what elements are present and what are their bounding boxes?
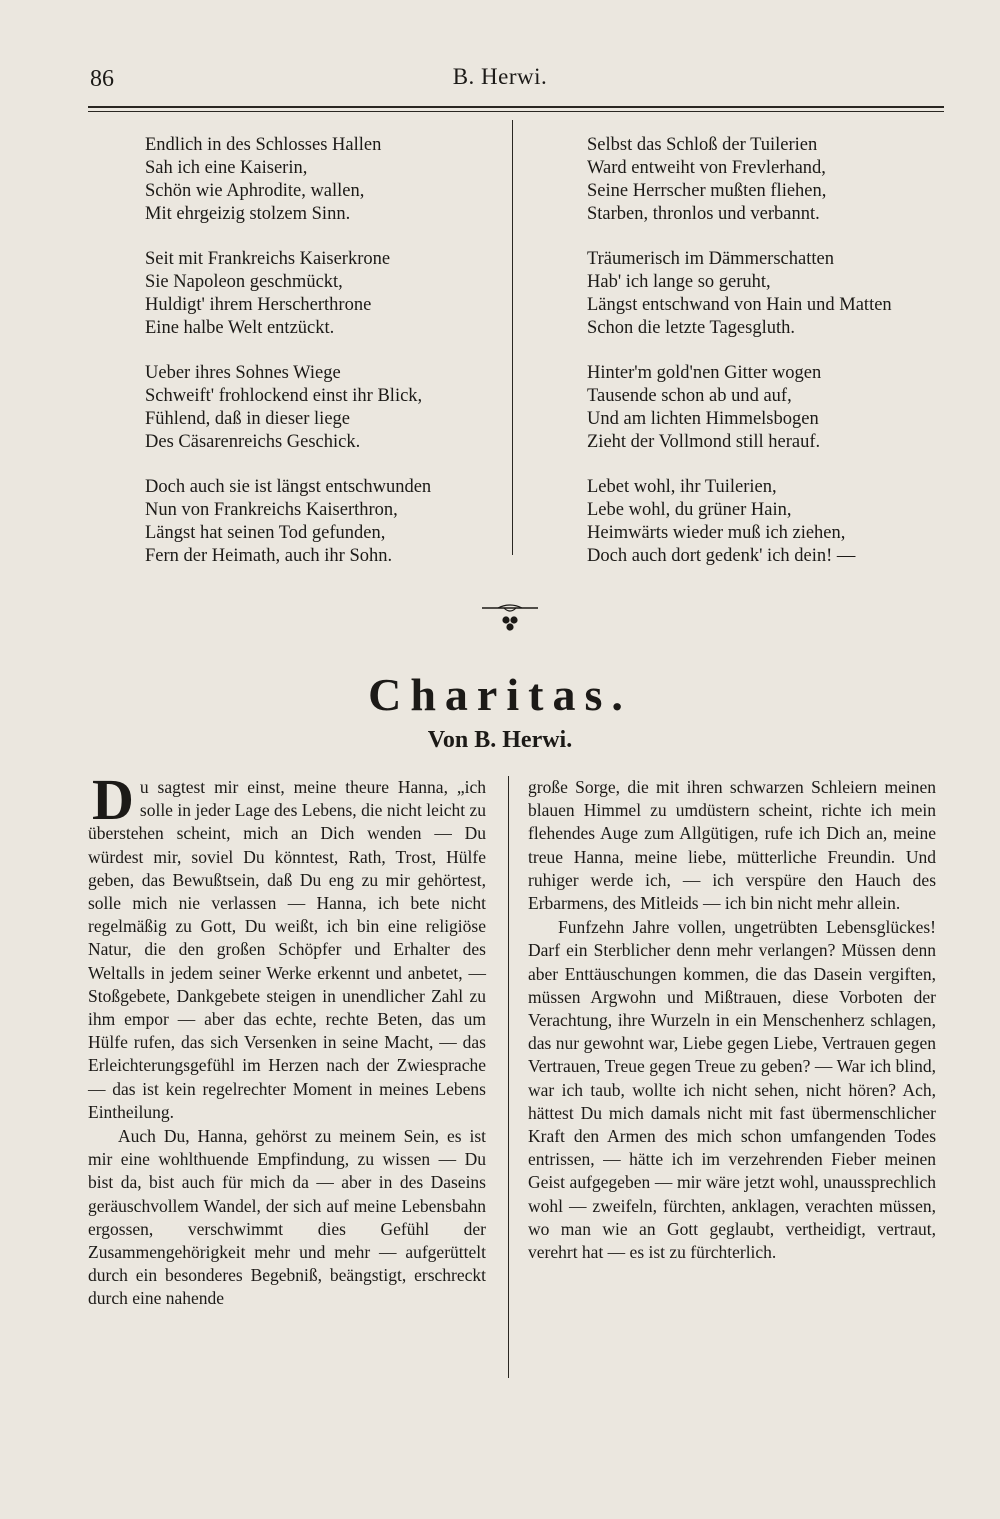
verse-line: Schön wie Aphrodite, wallen, bbox=[145, 181, 365, 201]
verse-line: Hab' ich lange so geruht, bbox=[587, 272, 771, 292]
verse-line: Träumerisch im Dämmerschatten bbox=[587, 249, 834, 269]
paragraph: Funfzehn Jahre vollen, ungetrübten Lebensglückes! Darf ein Sterblicher denn mehr verlangen? Müssen denn aber Enttäuschungen kommen, die das Dasein vergiften, müssen Argwohn und Mißtrauen, diese Vorboten der Verachtung, ihre Wurzeln in ein Menschenherz schlagen, das nur gewohnt war, Liebe gegen Liebe, Vertrauen gegen Vertrauen, Treue gegen Treue zu geben? — War ich blind, war ich taub, wollte ich nicht sehen, nicht hören? Ach, hättest Du mich damals nicht mit fast übermenschlicher Kraft den Armen des mich schon umfangenden Todes entrissen, — hätte ich im verzehrenden Fieber meinen Geist aufgegeben — mir wäre jetzt wohl, unaussprechlich wohl — zweifeln, fürchten, anklagen, verachten müssen, wo man wie an Gott geglaubt, vertheidigt, vertraut, verehrt hat — es ist zu fürchterlich. bbox=[528, 917, 936, 1263]
verse-line: Nun von Frankreichs Kaiserthron, bbox=[145, 500, 398, 520]
verse-line: Ueber ihres Sohnes Wiege bbox=[145, 363, 341, 383]
verse-line: Huldigt' ihrem Herscherthrone bbox=[145, 295, 372, 315]
prose-left-column bbox=[88, 767, 486, 1312]
verse-line: Und am lichten Himmelsbogen bbox=[587, 409, 819, 429]
prose-right-column bbox=[528, 776, 936, 1265]
paragraph: große Sorge, die mit ihren schwarzen Schleiern meinen blauen Himmel zu umdüstern scheint, richte ich mein flehendes Auge zum Allgütigen, rufe ich Dich an, meine treue Hanna, meine liebe, mütterliche Freundin. Und ruhiger werde ich, — ich verspüre den Hauch des Erbarmens, des Mitleids — ich bin nicht mehr allein. bbox=[528, 777, 936, 914]
stanza bbox=[145, 248, 495, 340]
verse-line: Selbst das Schloß der Tuilerien bbox=[587, 135, 818, 155]
verse-line: Fühlend, daß in dieser liege bbox=[145, 409, 350, 429]
stanza bbox=[587, 476, 947, 568]
verse-line: Sie Napoleon geschmückt, bbox=[145, 272, 343, 292]
stanza bbox=[145, 476, 495, 568]
stanza bbox=[587, 248, 947, 340]
verse-line: Schweift' frohlockend einst ihr Blick, bbox=[145, 386, 423, 406]
verse-line: Des Cäsarenreichs Geschick. bbox=[145, 432, 361, 452]
paragraph-text: u sagtest mir einst, meine theure Hanna, „ich solle in jeder Lage des Lebens, die nicht leicht zu überstehen scheint, mich an Dich wenden — Du würdest mir, soviel Du könntest, Rath, Trost, Hülfe geben, das Bewußtsein, daß Du eng zu mir gehörtest, solle mich nie verlassen — Hanna, ich bete nicht regelmäßig zu Gott, Du weißt, ich bin eine religiöse Natur, die den großen Schöpfer und Erhalter des Weltalls in jedem seiner Werke erkennt und anbetet, — Stoßgebete, Dankgebete steigen in unendlicher Zahl zu ihm empor — aber das echte, rechte Beten, das um Hülfe rufen, das sich Versenken in seine Macht, — das Erleichterungsgefühl im Herzen nach der Zwiesprache — das ist kein regelrechter Moment in meines Lebens Eintheilung. bbox=[88, 777, 486, 1122]
verse-line: Heimwärts wieder muß ich ziehen, bbox=[587, 523, 846, 543]
poem-column-divider bbox=[512, 120, 513, 555]
verse-line: Schon die letzte Tagesgluth. bbox=[587, 318, 795, 338]
verse-line: Längst entschwand von Hain und Matten bbox=[587, 295, 892, 315]
prose-column-divider bbox=[508, 776, 509, 1378]
verse-line: Doch auch dort gedenk' ich dein! — bbox=[587, 546, 856, 566]
verse-line: Hinter'm gold'nen Gitter wogen bbox=[587, 363, 822, 383]
verse-line: Mit ehrgeizig stolzem Sinn. bbox=[145, 204, 351, 224]
poem-left-column bbox=[145, 134, 495, 590]
running-head: B. Herwi. bbox=[452, 64, 548, 89]
paragraph: Auch Du, Hanna, gehörst zu meinem Sein, es ist mir eine wohlthuende Empfindung, zu wissen — Du bist da, bist auch für mich da — aber in des Daseins geräuschvollem Wandel, der sich auf meine Lebensbahn ergossen, verschwimmt dies Gefühl der Zusammengehörigkeit mehr und mehr — aufgerüttelt durch ein besonderes Begebniß, beängstigt, erschreckt durch eine nahende bbox=[88, 1126, 486, 1309]
verse-line: Endlich in des Schlosses Hallen bbox=[145, 135, 382, 155]
header-rule-thin bbox=[88, 111, 944, 112]
verse-line: Tausende schon ab und auf, bbox=[587, 386, 792, 406]
stanza bbox=[145, 362, 495, 454]
verse-line: Doch auch sie ist längst entschwunden bbox=[145, 477, 432, 497]
ornament-icon bbox=[480, 600, 540, 634]
stanza bbox=[587, 362, 947, 454]
header-rule bbox=[88, 106, 944, 108]
article-title: Charitas. bbox=[368, 669, 632, 720]
verse-line: Eine halbe Welt entzückt. bbox=[145, 318, 335, 338]
verse-line: Lebet wohl, ihr Tuilerien, bbox=[587, 477, 777, 497]
verse-line: Starben, thronlos und verbannt. bbox=[587, 204, 820, 224]
article-byline: Von B. Herwi. bbox=[427, 727, 573, 753]
verse-line: Zieht der Vollmond still herauf. bbox=[587, 432, 821, 452]
verse-line: Sah ich eine Kaiserin, bbox=[145, 158, 308, 178]
paragraph bbox=[88, 767, 486, 1124]
drop-cap: D bbox=[92, 767, 134, 832]
verse-line: Längst hat seinen Tod gefunden, bbox=[145, 523, 386, 543]
page-number: 86 bbox=[90, 66, 114, 92]
verse-line: Seit mit Frankreichs Kaiserkrone bbox=[145, 249, 391, 269]
verse-line: Ward entweiht von Frevlerhand, bbox=[587, 158, 826, 178]
verse-line: Seine Herrscher mußten fliehen, bbox=[587, 181, 827, 201]
stanza bbox=[145, 134, 495, 226]
verse-line: Lebe wohl, du grüner Hain, bbox=[587, 500, 792, 520]
poem-right-column bbox=[587, 134, 947, 590]
verse-line: Fern der Heimath, auch ihr Sohn. bbox=[145, 546, 393, 566]
stanza bbox=[587, 134, 947, 226]
